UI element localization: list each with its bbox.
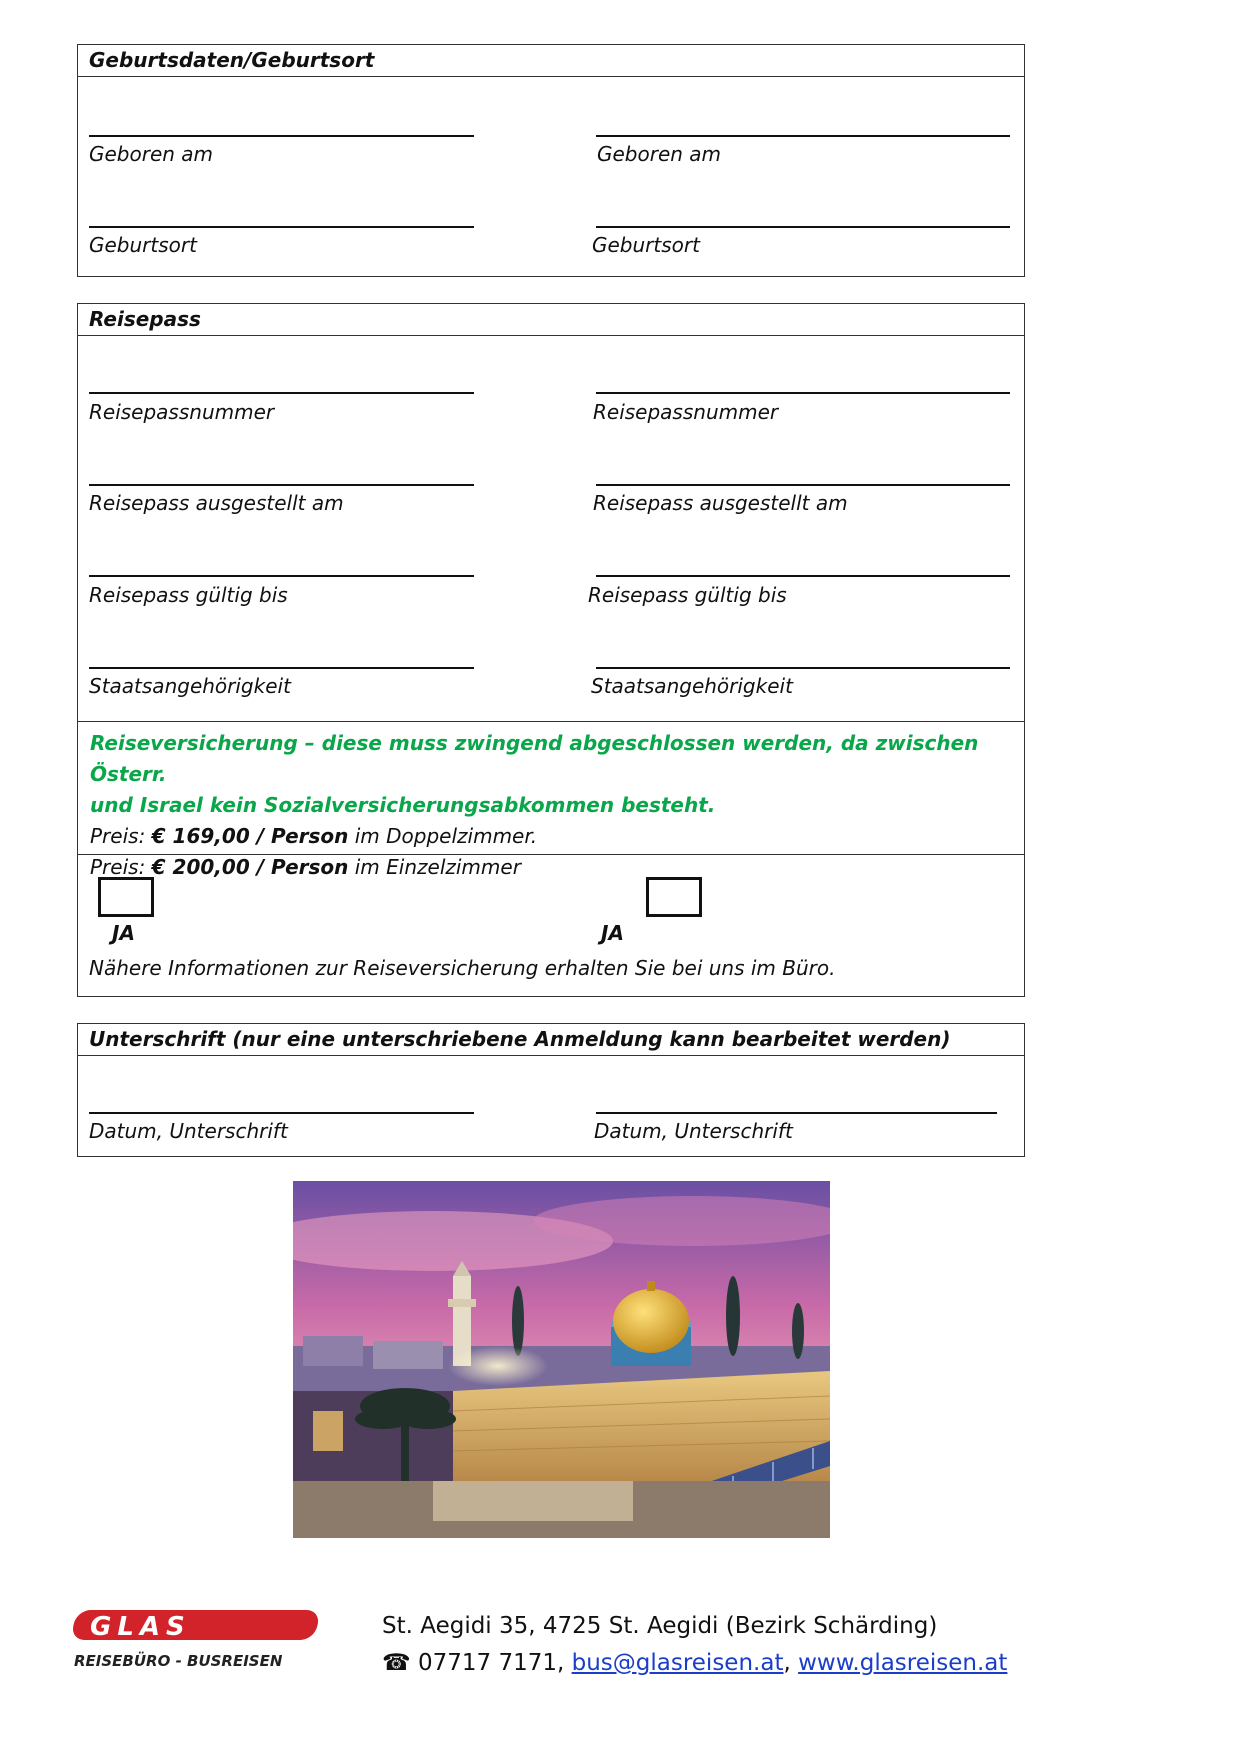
signature-line-2[interactable] — [596, 1112, 997, 1114]
passport-number-label-1: Reisepassnummer — [89, 400, 275, 424]
born-label-2: Geboren am — [597, 142, 722, 166]
email-link[interactable]: bus@glasreisen.at — [571, 1650, 784, 1676]
insurance-price-1: Preis: € 169,00 / Person im Doppelzimmer. — [90, 824, 538, 848]
glas-logo-graphic — [72, 1604, 328, 1672]
passport-issued-line-1[interactable] — [89, 484, 474, 486]
passport-valid-line-1[interactable] — [89, 575, 474, 577]
signature-label-1: Datum, Unterschrift — [89, 1119, 288, 1143]
place-label-2: Geburtsort — [592, 233, 700, 257]
place-line-1[interactable] — [89, 226, 474, 228]
passport-number-line-2[interactable] — [596, 392, 1010, 394]
passport-section-header: Reisepass — [78, 304, 1024, 336]
signature-section — [77, 1023, 1025, 1157]
insurance-info: Nähere Informationen zur Reiseversicherung erhalten Sie bei uns im Büro. — [89, 956, 836, 980]
logo-wordmark: GLAS — [90, 1612, 191, 1642]
website-link[interactable]: www.glasreisen.at — [798, 1650, 1008, 1676]
citizenship-label-2: Staatsangehörigkeit — [591, 674, 793, 698]
insurance-yes-label-2: JA — [601, 921, 624, 945]
signature-line-1[interactable] — [89, 1112, 474, 1114]
passport-number-line-1[interactable] — [89, 392, 474, 394]
passport-valid-label-2: Reisepass gültig bis — [588, 583, 787, 607]
insurance-block — [78, 721, 1024, 879]
contact-info — [382, 1608, 1007, 1682]
signature-section-header: Unterschrift (nur eine unterschriebene Anmeldung kann bearbeitet werden) — [78, 1024, 1024, 1056]
contact-line: ☎ 07717 7171, bus@glasreisen.at, www.glasreisen.at — [382, 1650, 1008, 1676]
passport-valid-label-1: Reisepass gültig bis — [89, 583, 288, 607]
price-single: € 200,00 / Person — [151, 855, 349, 879]
birth-section — [77, 44, 1025, 277]
born-line-2[interactable] — [596, 135, 1010, 137]
signature-label-2: Datum, Unterschrift — [594, 1119, 793, 1143]
born-label-1: Geboren am — [89, 142, 214, 166]
insurance-yes-label-1: JA — [112, 921, 135, 945]
place-line-2[interactable] — [596, 226, 1010, 228]
place-label-1: Geburtsort — [89, 233, 197, 257]
passport-section — [77, 303, 1025, 997]
birth-section-header: Geburtsdaten/Geburtsort — [78, 45, 1024, 77]
passport-valid-line-2[interactable] — [596, 575, 1010, 577]
insurance-yes-checkbox-2[interactable] — [646, 877, 702, 917]
passport-issued-line-2[interactable] — [596, 484, 1010, 486]
born-line-1[interactable] — [89, 135, 474, 137]
glas-logo — [72, 1604, 328, 1672]
jerusalem-image — [293, 1181, 830, 1538]
insurance-price-2: Preis: € 200,00 / Person im Einzelzimmer — [90, 855, 521, 879]
citizenship-line-2[interactable] — [596, 667, 1010, 669]
citizenship-line-1[interactable] — [89, 667, 474, 669]
insurance-text — [90, 728, 1024, 883]
insurance-title-1: Reiseversicherung – diese muss zwingend abgeschlossen werden, da zwischen Österr. — [90, 731, 979, 786]
phone-number: 07717 7171, — [417, 1650, 565, 1676]
price-double: € 169,00 / Person — [151, 824, 349, 848]
address: St. Aegidi 35, 4725 St. Aegidi (Bezirk Schärding) — [382, 1613, 938, 1639]
insurance-title-2: und Israel kein Sozialversicherungsabkommen besteht. — [90, 793, 716, 817]
passport-issued-label-1: Reisepass ausgestellt am — [89, 491, 344, 515]
logo-subtitle: REISEBÜRO - BUSREISEN — [74, 1652, 283, 1670]
citizenship-label-1: Staatsangehörigkeit — [89, 674, 291, 698]
passport-number-label-2: Reisepassnummer — [593, 400, 779, 424]
jerusalem-photo — [293, 1181, 830, 1538]
insurance-yes-checkbox-1[interactable] — [98, 877, 154, 917]
phone-icon: ☎ — [382, 1650, 411, 1676]
passport-issued-label-2: Reisepass ausgestellt am — [593, 491, 848, 515]
